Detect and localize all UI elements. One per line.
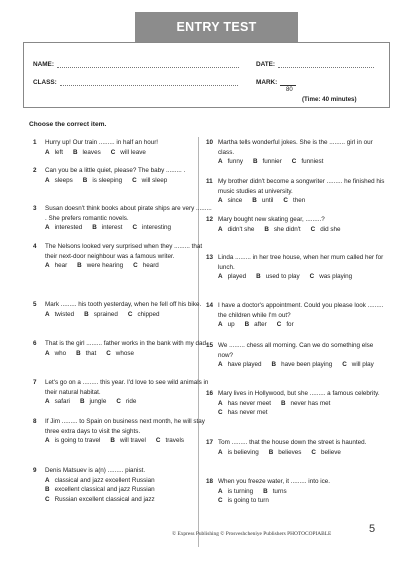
option-letter: C	[342, 361, 347, 369]
option-text: chipped	[137, 310, 160, 318]
question-item	[206, 438, 388, 457]
option-text: is turning	[227, 487, 254, 495]
option-text: believes	[278, 448, 302, 456]
option-letter: A	[218, 225, 223, 233]
option-letter: C	[110, 148, 116, 156]
option-letter: A	[218, 399, 223, 407]
question-number: 16	[206, 390, 214, 397]
question-number: 18	[206, 478, 214, 485]
option-letter: C	[133, 262, 138, 270]
answer-options	[218, 196, 388, 206]
answer-option[interactable]	[45, 176, 73, 186]
option-letter: B	[263, 487, 268, 495]
page-number: 5	[369, 523, 376, 535]
question-text: I have a doctor's appointment. Could you please look ......... the children while I'm out?	[218, 302, 384, 319]
question-text: Let's go on a ......... this year. I'd love to see wild animals in their natural habitat.	[45, 379, 209, 396]
date-field[interactable]	[278, 60, 374, 68]
option-letter: B	[79, 398, 85, 406]
answer-options	[218, 487, 388, 506]
option-text: were hearing	[86, 262, 124, 270]
option-text: have played	[227, 361, 262, 369]
answer-options	[218, 272, 388, 282]
question-item	[33, 204, 215, 233]
option-letter: A	[45, 224, 50, 232]
question-number: 15	[206, 342, 214, 349]
question-item	[206, 253, 388, 282]
answer-option[interactable]	[92, 223, 122, 233]
option-letter: B	[252, 197, 257, 205]
answer-option[interactable]	[45, 148, 63, 158]
answer-option[interactable]	[45, 349, 66, 359]
option-letter: B	[264, 225, 269, 233]
answer-options	[45, 148, 215, 158]
answer-option[interactable]	[218, 408, 267, 418]
option-text: travels	[165, 437, 184, 445]
option-text: she didn't	[273, 225, 301, 233]
option-text: up	[227, 321, 235, 329]
question-text: Denis Matsuev is a(n) ......... pianist.	[45, 467, 146, 474]
option-letter: A	[218, 321, 223, 329]
date-row	[256, 60, 374, 68]
option-text: whose	[115, 349, 134, 357]
option-text: played	[227, 273, 247, 281]
question-number: 13	[206, 254, 214, 261]
answer-option[interactable]	[45, 310, 74, 320]
question-number: 10	[206, 139, 214, 146]
answer-options	[45, 261, 215, 271]
question-item	[206, 341, 388, 370]
option-text: excellent classical and jazz Russian	[54, 486, 155, 494]
question-item	[33, 339, 215, 358]
answer-options	[45, 176, 215, 186]
question-item	[33, 300, 215, 319]
answer-option[interactable]	[45, 476, 215, 486]
question-number: 2	[33, 167, 37, 174]
answer-option[interactable]	[218, 196, 242, 206]
answer-option[interactable]	[218, 320, 235, 330]
option-text: jungle	[89, 398, 107, 406]
option-letter: B	[45, 486, 50, 494]
answer-option[interactable]	[245, 320, 267, 330]
time-note: (Time: 40 minutes)	[302, 96, 357, 103]
answer-option[interactable]	[218, 448, 259, 458]
option-letter: A	[45, 437, 50, 445]
option-text: turns	[272, 487, 287, 495]
answer-option[interactable]	[342, 360, 374, 370]
option-letter: A	[218, 197, 223, 205]
option-text: is going to turn	[227, 497, 269, 505]
answer-option[interactable]	[277, 320, 294, 330]
answer-option[interactable]	[106, 349, 134, 359]
question-text: Martha tells wonderful jokes. She is the ......... girl in our class.	[218, 139, 373, 156]
option-text: is going to travel	[54, 437, 101, 445]
option-text: funnier	[262, 158, 282, 166]
question-text: If Jim ......... to Spain on business next month, he will stay three extra days to visit the sights.	[45, 418, 205, 435]
answer-options	[45, 349, 215, 359]
answer-option[interactable]	[256, 272, 300, 282]
option-text: leaves	[82, 148, 101, 156]
option-letter: C	[132, 224, 137, 232]
option-letter: B	[256, 273, 261, 281]
answer-option[interactable]	[218, 360, 262, 370]
answer-option[interactable]	[218, 496, 378, 506]
option-letter: C	[45, 495, 50, 503]
question-text: Can you be a little quiet, please? The baby ......... .	[45, 167, 186, 174]
option-text: classical and jazz excellent Russian	[54, 476, 155, 484]
question-number: 17	[206, 439, 214, 446]
option-text: interesting	[142, 224, 172, 232]
answer-option[interactable]	[84, 310, 118, 320]
answer-option[interactable]	[80, 397, 106, 407]
question-text: Hurry up! Our train ......... in half an hour!	[45, 139, 159, 146]
option-text: has never meet	[227, 399, 271, 407]
answer-options	[218, 320, 388, 330]
answer-options	[218, 399, 388, 418]
option-text: is sleeping	[92, 176, 123, 184]
answer-option[interactable]	[133, 261, 159, 271]
option-letter: A	[45, 148, 50, 156]
option-text: until	[261, 197, 274, 205]
question-text: Mary lives in Hollywood, but she ......... a famous celebrity.	[218, 390, 380, 397]
option-text: left	[54, 148, 63, 156]
copyright-footer: © Express Publishing © Prosveshcheniye Publishers PHOTOCOPIABLE	[172, 531, 332, 537]
option-text: interest	[101, 224, 123, 232]
option-text: Russian excellent classical and jazz	[54, 495, 155, 503]
answer-option[interactable]	[111, 148, 146, 158]
question-text: When you freeze water, it ......... into ice.	[218, 478, 330, 485]
question-number: 12	[206, 216, 214, 223]
answer-option[interactable]	[132, 176, 167, 186]
question-number: 7	[33, 379, 37, 386]
question-item	[33, 466, 215, 504]
option-letter: C	[276, 321, 282, 329]
option-letter: A	[218, 487, 223, 495]
answer-options	[218, 448, 388, 458]
option-text: for	[286, 321, 294, 329]
answer-option[interactable]	[292, 157, 324, 167]
answer-option[interactable]	[218, 225, 254, 235]
answer-option[interactable]	[269, 448, 302, 458]
option-text: used to play	[265, 273, 300, 281]
option-text: funniest	[301, 158, 324, 166]
option-text: has never met	[227, 409, 268, 417]
option-text: did she	[320, 225, 341, 233]
option-text: hear	[54, 262, 68, 270]
option-letter: C	[283, 197, 288, 205]
option-text: will sleep	[141, 176, 168, 184]
option-letter: C	[155, 437, 161, 445]
option-text: since	[227, 197, 243, 205]
question-number: 14	[206, 302, 214, 309]
instruction-heading: Choose the correct item.	[29, 121, 107, 128]
answer-option[interactable]	[156, 436, 184, 446]
option-text: that	[85, 349, 97, 357]
name-label: NAME:	[33, 61, 54, 68]
question-number: 5	[33, 301, 37, 308]
option-letter: A	[45, 310, 50, 318]
answer-option[interactable]	[218, 487, 253, 497]
answer-option[interactable]	[45, 495, 215, 505]
option-text: heard	[142, 262, 159, 270]
answer-option[interactable]	[45, 223, 82, 233]
option-text: will play	[351, 361, 374, 369]
answer-options	[45, 223, 215, 233]
name-field[interactable]	[57, 60, 239, 68]
option-letter: A	[218, 158, 223, 166]
option-letter: B	[72, 148, 78, 156]
answer-option[interactable]	[263, 487, 287, 497]
answer-options	[218, 157, 388, 167]
option-letter: C	[310, 225, 316, 233]
answer-option[interactable]	[45, 261, 67, 271]
answer-option[interactable]	[264, 225, 300, 235]
answer-option[interactable]	[77, 261, 123, 271]
question-text: The Nelsons looked very surprised when they ......... that their next-door neighbour was a famous writer.	[45, 243, 203, 260]
answer-option[interactable]	[76, 349, 96, 359]
option-letter: C	[218, 497, 223, 505]
answer-options	[45, 397, 215, 407]
option-text: who	[54, 349, 67, 357]
test-title: ENTRY TEST	[135, 12, 298, 42]
class-field[interactable]	[60, 78, 238, 86]
option-letter: B	[77, 262, 82, 270]
option-text: never has met	[290, 399, 331, 407]
date-label: DATE:	[256, 61, 276, 68]
name-row	[33, 60, 239, 68]
answer-option[interactable]	[132, 223, 171, 233]
answer-option[interactable]	[110, 436, 145, 446]
question-item	[33, 378, 215, 407]
option-letter: A	[45, 476, 50, 484]
answer-options	[45, 310, 215, 320]
question-item	[33, 242, 215, 271]
option-letter: C	[127, 310, 133, 318]
answer-option[interactable]	[116, 397, 136, 407]
question-number: 4	[33, 243, 37, 250]
option-letter: B	[82, 176, 88, 184]
answer-options	[218, 360, 388, 370]
option-letter: B	[110, 437, 115, 445]
mark-total: 80	[286, 87, 293, 93]
question-text: We ......... chess all morning. Can we do something else now?	[218, 342, 374, 359]
answer-option[interactable]	[311, 225, 341, 235]
question-text: Tom ......... that the house down the street is haunted.	[218, 439, 367, 446]
option-text: safari	[54, 398, 70, 406]
answer-options	[218, 225, 388, 235]
option-letter: C	[311, 448, 316, 456]
class-label: CLASS:	[33, 79, 57, 86]
option-text: is believing	[227, 448, 259, 456]
option-letter: B	[76, 349, 81, 357]
question-item	[206, 389, 388, 418]
mark-field[interactable]	[280, 78, 296, 86]
mark-row	[256, 78, 296, 86]
question-item	[33, 138, 215, 157]
answer-option[interactable]	[310, 272, 352, 282]
option-letter: C	[106, 349, 111, 357]
answer-option[interactable]	[73, 148, 101, 158]
answer-option[interactable]	[253, 157, 282, 167]
answer-option[interactable]	[128, 310, 160, 320]
answer-option[interactable]	[281, 399, 330, 409]
question-item	[206, 301, 388, 330]
class-row	[33, 78, 238, 86]
option-text: twisted	[54, 310, 75, 318]
option-letter: A	[218, 361, 223, 369]
option-letter: C	[218, 409, 223, 417]
question-item	[33, 166, 215, 185]
question-number: 1	[33, 139, 37, 146]
answer-option[interactable]	[218, 399, 271, 409]
option-text: funny	[227, 158, 243, 166]
option-text: after	[254, 321, 267, 329]
option-letter: A	[45, 349, 50, 357]
option-letter: C	[116, 398, 121, 406]
option-text: ride	[125, 398, 137, 406]
student-info-box	[23, 42, 390, 108]
question-number: 11	[206, 178, 213, 185]
question-number: 6	[33, 340, 37, 347]
option-letter: C	[309, 273, 315, 281]
answer-option[interactable]	[283, 196, 305, 206]
option-text: will travel	[119, 437, 146, 445]
question-item	[206, 177, 388, 206]
question-text: Linda ......... in her tree house, when her mum called her for lunch.	[218, 254, 384, 271]
question-number: 9	[33, 467, 37, 474]
answer-option[interactable]	[218, 157, 243, 167]
option-letter: A	[45, 398, 50, 406]
question-number: 3	[33, 205, 37, 212]
option-letter: B	[268, 448, 274, 456]
option-text: didn't she	[227, 225, 255, 233]
option-letter: B	[84, 310, 89, 318]
option-letter: A	[45, 262, 50, 270]
answer-option[interactable]	[252, 196, 273, 206]
option-letter: C	[132, 176, 137, 184]
option-letter: B	[271, 361, 277, 369]
question-text: Susan doesn't think books about pirate ships are very ......... . She prefers romantic novels.	[45, 205, 212, 222]
option-text: sleeps	[54, 176, 73, 184]
option-letter: A	[218, 273, 223, 281]
option-letter: B	[252, 158, 258, 166]
mark-label: MARK:	[256, 79, 278, 86]
question-text: Mary bought new skating gear, .........?	[218, 216, 325, 223]
option-text: was playing	[319, 273, 353, 281]
option-letter: B	[280, 399, 286, 407]
answer-option[interactable]	[45, 485, 215, 495]
option-text: interested	[54, 224, 83, 232]
answer-options	[45, 436, 215, 446]
option-letter: A	[45, 176, 50, 184]
answer-option[interactable]	[45, 436, 100, 446]
question-text: Mark ......... his tooth yesterday, when he fell off his bike.	[45, 301, 202, 308]
question-item	[206, 215, 388, 234]
answer-options	[45, 476, 215, 505]
question-item	[33, 417, 215, 446]
option-text: believe	[320, 448, 341, 456]
answer-option[interactable]	[218, 272, 246, 282]
question-text: That is the girl ......... father works in the bank with my dad.	[45, 340, 208, 347]
option-text: have been playing	[281, 361, 333, 369]
answer-option[interactable]	[272, 360, 333, 370]
question-text: My brother didn't become a songwriter ......... he finished his music studies at university.	[218, 178, 385, 195]
option-letter: A	[218, 448, 223, 456]
question-item	[206, 138, 388, 167]
question-item	[206, 477, 388, 506]
answer-option[interactable]	[45, 397, 70, 407]
question-number: 8	[33, 418, 37, 425]
option-text: sprained	[93, 310, 118, 318]
answer-option[interactable]	[83, 176, 122, 186]
option-letter: C	[291, 158, 297, 166]
option-letter: B	[92, 224, 97, 232]
answer-option[interactable]	[311, 448, 341, 458]
option-text: will leave	[120, 148, 146, 156]
option-text: then	[292, 197, 306, 205]
option-letter: B	[244, 321, 250, 329]
